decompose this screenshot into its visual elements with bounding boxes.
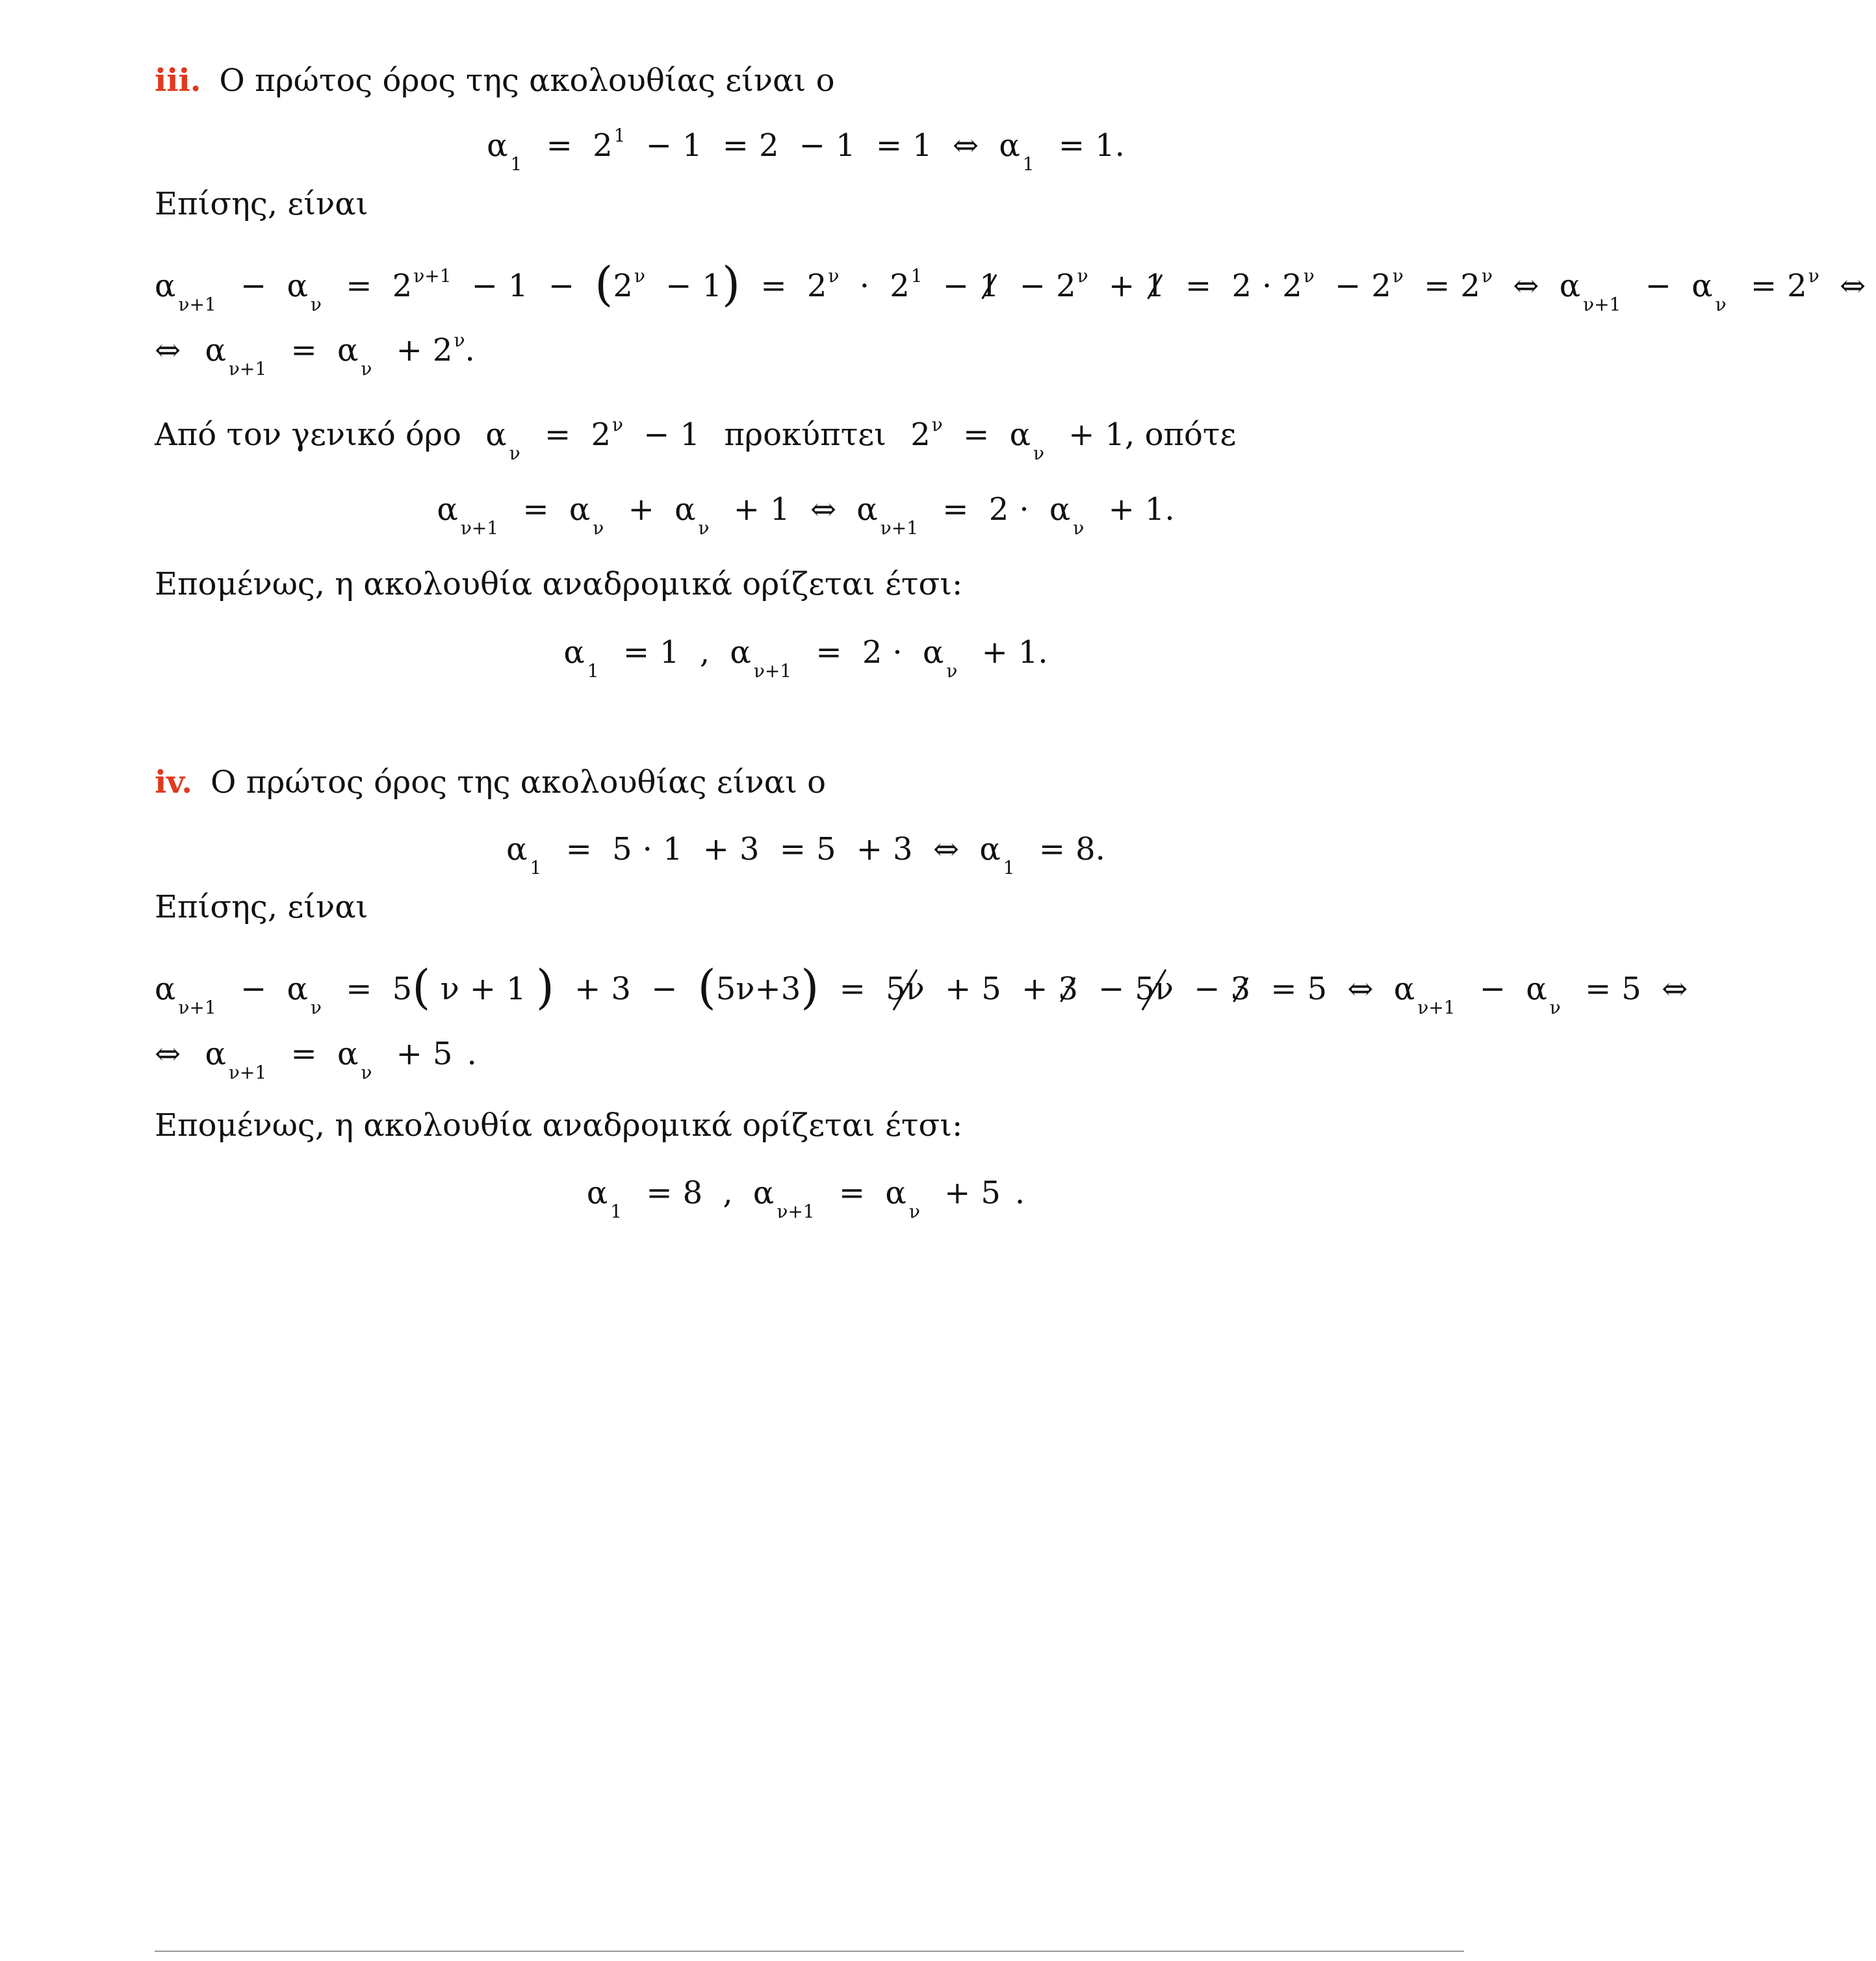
math-token: = <box>544 417 571 453</box>
math-token: 2 <box>1460 268 1480 304</box>
math-token: = <box>816 634 842 671</box>
math-token: = <box>942 491 969 528</box>
subscript: ν <box>1715 294 1727 315</box>
math-token: 1 <box>1144 491 1165 528</box>
math-token: = <box>290 1036 317 1072</box>
math-token: 2 <box>613 268 633 304</box>
math-token: 2 <box>862 634 882 671</box>
subscript: 1 <box>1022 153 1034 175</box>
math-token: 2 <box>392 268 413 304</box>
math-token: 5 <box>816 831 836 867</box>
superscript: 1 <box>613 125 626 146</box>
math-token: + <box>733 491 760 528</box>
math-token: − <box>1479 971 1506 1007</box>
math-token: − <box>799 127 826 164</box>
superscript: ν <box>828 265 840 287</box>
math-token: α <box>487 127 508 164</box>
math-token: 1 <box>1105 417 1125 453</box>
math-token: − <box>665 268 692 304</box>
math-token: 1 <box>1095 127 1115 164</box>
math-token: 1 <box>682 127 702 164</box>
math-token: , οπότε <box>1125 417 1237 453</box>
math-token: + <box>396 332 422 368</box>
math-token: α <box>922 634 944 671</box>
subscript: 1 <box>610 1201 623 1222</box>
math-token: 2 <box>591 417 611 453</box>
therefore-text: Επομένως, η ακολουθία αναδρομικά ορίζεται έτσι: <box>155 1107 963 1144</box>
math-token: 3 <box>1058 971 1078 1007</box>
math-token: . <box>1038 634 1048 671</box>
subscript: ν+1 <box>777 1201 815 1222</box>
footer-divider <box>155 1951 1464 1952</box>
math-token: 5 <box>612 831 632 867</box>
math-token: · <box>892 634 903 671</box>
math-token: 5ν <box>1135 971 1174 1007</box>
math-token: 2 <box>910 417 931 453</box>
math-token: = <box>546 127 572 164</box>
math-token: 2 <box>1282 268 1302 304</box>
subscript: ν+1 <box>753 660 792 682</box>
math-token: 5 <box>432 1036 453 1072</box>
math-token: ) <box>535 960 554 1014</box>
math-token: α <box>155 268 176 304</box>
math-token: 5 <box>1307 971 1328 1007</box>
math-token: Από τον γενικό όρο <box>155 417 461 453</box>
subscript: ν <box>310 997 322 1018</box>
math-token: ⇔ <box>952 127 979 164</box>
math-token: α <box>205 1036 226 1072</box>
math-token: . <box>467 1036 477 1072</box>
math-token: ⇔ <box>1513 268 1539 304</box>
math-token: 5 <box>981 971 1001 1007</box>
math-token: − <box>240 268 267 304</box>
math-token: = <box>1058 127 1085 164</box>
math-token: − <box>471 268 498 304</box>
math-token: 5 <box>1621 971 1641 1007</box>
superscript: ν+1 <box>413 265 452 287</box>
subscript: ν <box>908 1201 920 1222</box>
math-token: 3 <box>893 831 913 867</box>
math-token: = <box>1750 268 1777 304</box>
math-token: . <box>1014 1175 1025 1211</box>
math-token: + <box>574 971 601 1007</box>
math-token: 2 <box>1371 268 1391 304</box>
math-token: α <box>1559 268 1581 304</box>
math-token: , <box>723 1175 733 1211</box>
subscript: ν+1 <box>1417 997 1456 1018</box>
math-token: + <box>469 971 496 1007</box>
superscript: ν <box>931 414 943 435</box>
math-token: ⇔ <box>1347 971 1374 1007</box>
subscript: 1 <box>530 857 542 878</box>
superscript: ν <box>1392 265 1404 287</box>
math-token: + <box>1108 491 1135 528</box>
math-token: + <box>1068 417 1095 453</box>
math-token: + <box>396 1036 422 1072</box>
math-token: 1 <box>508 268 528 304</box>
superscript: ν <box>634 265 645 287</box>
math-token: 5 <box>981 1175 1001 1211</box>
subscript: ν+1 <box>228 358 267 379</box>
subscript: ν+1 <box>178 294 216 315</box>
math-token: ⇔ <box>155 1036 181 1072</box>
math-token: ⇔ <box>1662 971 1688 1007</box>
math-token: α <box>437 491 458 528</box>
math-token: − <box>942 268 970 304</box>
math-token: − <box>643 417 670 453</box>
math-token: 3 <box>1230 971 1251 1007</box>
math-token: = <box>290 332 317 368</box>
subscript: ν+1 <box>460 517 499 539</box>
section-label: iii. <box>155 62 201 99</box>
math-token: 2 <box>1787 268 1807 304</box>
math-token: = <box>522 491 549 528</box>
math-token: 1 <box>836 127 856 164</box>
math-token: ( <box>697 960 716 1014</box>
math-token: − <box>1019 268 1046 304</box>
math-token: − <box>548 268 575 304</box>
math-token: 1 <box>702 268 722 304</box>
math-token: . <box>1164 491 1175 528</box>
subscript: ν+1 <box>178 997 216 1018</box>
math-token: 8 <box>682 1175 703 1211</box>
math-token: = <box>760 268 787 304</box>
math-token: = <box>838 1175 866 1211</box>
math-token: · <box>859 268 869 304</box>
math-token: 8 <box>1075 831 1096 867</box>
math-token: α <box>1049 491 1071 528</box>
math-token: ) <box>801 960 819 1014</box>
math-token: · <box>1019 491 1029 528</box>
math-token: 2 <box>890 268 910 304</box>
subscript: ν <box>593 517 604 539</box>
subscript: ν <box>1549 997 1561 1018</box>
math-token: α <box>155 971 176 1007</box>
math-token: α <box>1393 971 1415 1007</box>
math-token: = <box>646 1175 673 1211</box>
section-iii-heading <box>155 62 835 99</box>
intro-text: Ο πρώτος όρος της ακολουθίας είναι ο <box>211 764 827 801</box>
math-token: + <box>944 1175 971 1211</box>
math-token: · <box>1262 268 1272 304</box>
math-token: 1 <box>1018 634 1038 671</box>
math-token: 2 <box>758 127 779 164</box>
math-token: α <box>337 332 359 368</box>
math-token: 5ν <box>886 971 925 1007</box>
math-token: , <box>699 634 710 671</box>
math-token: + <box>628 491 654 528</box>
math-token: = <box>963 417 990 453</box>
superscript: ν <box>1481 265 1493 287</box>
math-token: 1 <box>660 634 680 671</box>
math-token: 2 <box>1056 268 1076 304</box>
math-token: = <box>1270 971 1297 1007</box>
math-token: α <box>563 634 585 671</box>
math-token: = <box>565 831 592 867</box>
math-token: − <box>651 971 678 1007</box>
general-term-sentence <box>155 414 1237 464</box>
math-token: α <box>856 491 878 528</box>
math-token: . <box>1114 127 1125 164</box>
math-token: προκύπτει <box>724 417 886 453</box>
math-token: + <box>1022 971 1048 1007</box>
subscript: ν <box>1073 517 1085 539</box>
math-token: 2 <box>432 332 453 368</box>
math-token: + <box>856 831 883 867</box>
equation-iii-first-term <box>0 125 1612 175</box>
math-token: α <box>979 831 1001 867</box>
subscript: ν <box>509 442 520 464</box>
subscript: ν+1 <box>228 1062 267 1083</box>
math-token: . <box>1095 831 1105 867</box>
math-token: ⇔ <box>810 491 837 528</box>
also-text: Επίσης, είναι <box>155 889 368 925</box>
subscript: 1 <box>1003 857 1015 878</box>
math-token: = <box>1585 971 1612 1007</box>
subscript: 1 <box>510 153 522 175</box>
math-token: α <box>1526 971 1547 1007</box>
math-token: + <box>702 831 729 867</box>
math-token: ( <box>595 257 613 311</box>
math-token: α <box>586 1175 608 1211</box>
subscript: ν <box>946 660 958 682</box>
math-token: α <box>1009 417 1031 453</box>
math-token: 3 <box>611 971 631 1007</box>
math-token: α <box>506 831 528 867</box>
math-token: − <box>1194 971 1220 1007</box>
equation-iv-difference <box>155 960 1698 1018</box>
math-token: ( <box>412 960 431 1014</box>
math-token: 1 <box>1145 268 1165 304</box>
math-token: 1 <box>770 491 790 528</box>
superscript: ν <box>1077 265 1088 287</box>
equation-iv-first-term <box>0 831 1612 878</box>
also-text: Επίσης, είναι <box>155 186 368 222</box>
math-token: 2 <box>806 268 827 304</box>
math-token: . <box>465 332 475 368</box>
math-token: α <box>287 268 308 304</box>
subscript: 1 <box>587 660 599 682</box>
math-token: α <box>337 1036 359 1072</box>
intro-text: Ο πρώτος όρος της ακολουθίας είναι ο <box>219 62 835 99</box>
math-token: α <box>1691 268 1713 304</box>
math-token: ν <box>440 971 459 1007</box>
superscript: 1 <box>910 265 923 287</box>
math-token: + <box>945 971 971 1007</box>
math-token: − <box>1645 268 1671 304</box>
math-token: − <box>240 971 267 1007</box>
subscript: ν+1 <box>1583 294 1621 315</box>
math-token: + <box>1108 268 1135 304</box>
math-token: = <box>346 268 372 304</box>
section-label: iv. <box>155 764 193 801</box>
math-token: 1 <box>506 971 526 1007</box>
math-token: = <box>839 971 866 1007</box>
superscript: ν <box>454 329 465 351</box>
math-token: 1 <box>912 127 932 164</box>
subscript: ν <box>698 517 710 539</box>
math-token: · <box>642 831 652 867</box>
math-token: + <box>981 634 1008 671</box>
math-token: 1 <box>680 417 700 453</box>
section-iv-heading <box>155 764 827 801</box>
math-token: 2 <box>593 127 613 164</box>
superscript: ν <box>1808 265 1819 287</box>
subscript: ν <box>310 294 322 315</box>
math-token: − <box>645 127 672 164</box>
subscript: ν <box>361 1062 372 1083</box>
therefore-text: Επομένως, η ακολουθία αναδρομικά ορίζεται έτσι: <box>155 566 963 602</box>
math-token: ⇔ <box>155 332 181 368</box>
superscript: ν <box>1303 265 1315 287</box>
math-token: α <box>999 127 1020 164</box>
math-token: − <box>1335 268 1361 304</box>
math-token: ⇔ <box>1839 268 1866 304</box>
math-token: α <box>885 1175 906 1211</box>
subscript: ν+1 <box>880 517 919 539</box>
math-token: ⇔ <box>932 831 960 867</box>
math-token: α <box>730 634 751 671</box>
math-token: 1 <box>662 831 683 867</box>
math-token: = <box>623 634 650 671</box>
math-token: α <box>752 1175 775 1211</box>
subscript: ν <box>1033 442 1045 464</box>
math-token: α <box>287 971 308 1007</box>
math-token: α <box>675 491 696 528</box>
math-token: ) <box>722 257 741 311</box>
math-token: 2 <box>1231 268 1252 304</box>
math-token: 5 <box>392 971 413 1007</box>
math-token: 2 <box>988 491 1009 528</box>
math-token: α <box>205 332 226 368</box>
math-token: = <box>875 127 903 164</box>
math-token: α <box>569 491 591 528</box>
math-token: = <box>722 127 749 164</box>
math-token: 3 <box>739 831 760 867</box>
superscript: ν <box>612 414 624 435</box>
math-token: − <box>1098 971 1125 1007</box>
math-token: 5ν+3 <box>715 971 801 1007</box>
subscript: ν <box>361 358 372 379</box>
math-token: = <box>1185 268 1212 304</box>
math-token: α <box>485 417 507 453</box>
math-token: = <box>1038 831 1066 867</box>
math-token: = <box>779 831 806 867</box>
math-token: = <box>1424 268 1450 304</box>
math-token: = <box>346 971 372 1007</box>
math-token: 1 <box>979 268 999 304</box>
